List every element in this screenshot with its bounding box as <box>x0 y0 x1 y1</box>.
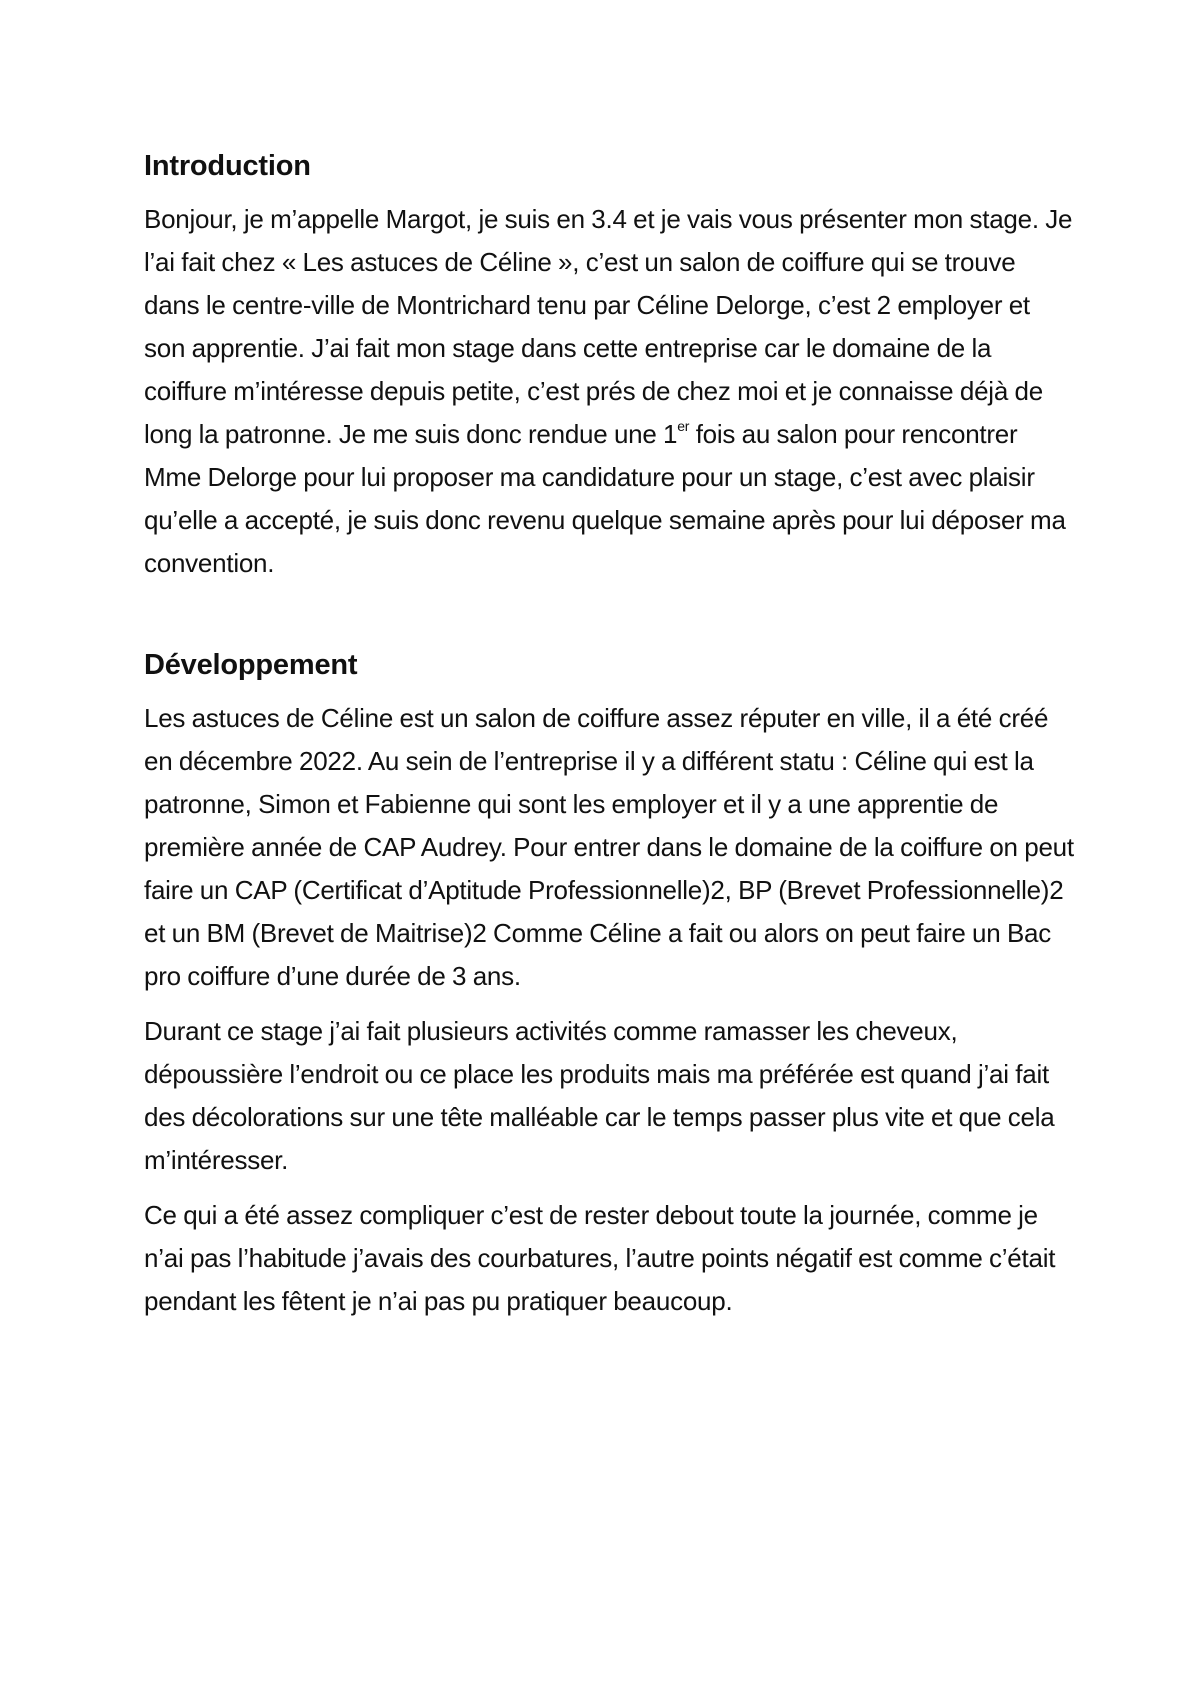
development-heading: Développement <box>144 649 358 681</box>
introduction-paragraph <box>144 198 1074 585</box>
development-paragraph-2: Durant ce stage j’ai fait plusieurs activités comme ramasser les cheveux, dépoussière l’endroit ou ce place les produits mais ma préférée est quand j’ai fait des décolorations sur une tête malléable car le temps passer plus vite et que cela m’intéresser. <box>144 1016 1055 1175</box>
introduction-text-start: Bonjour, je m’appelle Margot, je suis en 3.4 et je vais vous présenter mon stage. Je l’ai fait chez « Les astuces de Céline », c’est un salon de coiffure qui se trouve dans le centre-ville de Montrichard tenu par Céline Delorge, c’est 2 employer et son apprentie. J’ai fait mon stage dans cette entreprise car le domaine de la coiffure m’intéresse depuis petite, c’est prés de chez moi et je connaisse déjà de long la patronne. Je me suis donc rendue une 1 <box>144 204 1073 449</box>
development-paragraph-1: Les astuces de Céline est un salon de coiffure assez réputer en ville, il a été créé en décembre 2022. Au sein de l’entreprise il y a différent statu : Céline qui est la patronne, Simon et Fabienne qui sont les employer et il y a une apprentie de première année de CAP Audrey. Pour entrer dans le domaine de la coiffure on peut faire un CAP (Certificat d’Aptitude Professionnelle)2, BP (Brevet Professionnelle)2 et un BM (Brevet de Maitrise)2 Comme Céline a fait ou alors on peut faire un Bac pro coiffure d’une durée de 3 ans. <box>144 703 1074 991</box>
ordinal-superscript: er <box>677 418 690 435</box>
introduction-text-end: fois au salon pour rencontrer Mme Delorge pour lui proposer ma candidature pour un stage, c’est avec plaisir qu’elle a accepté, je suis donc revenu quelque semaine après pour lui déposer ma convention. <box>144 419 1066 578</box>
section-spacer <box>144 585 1074 645</box>
development-paragraph-3: Ce qui a été assez compliquer c’est de rester debout toute la journée, comme je n’ai pas l’habitude j’avais des courbatures, l’autre points négatif est comme c’était pendant les fêtent je n’ai pas pu pratiquer beaucoup. <box>144 1200 1056 1316</box>
document-page <box>144 146 1074 1323</box>
introduction-heading: Introduction <box>144 150 311 182</box>
